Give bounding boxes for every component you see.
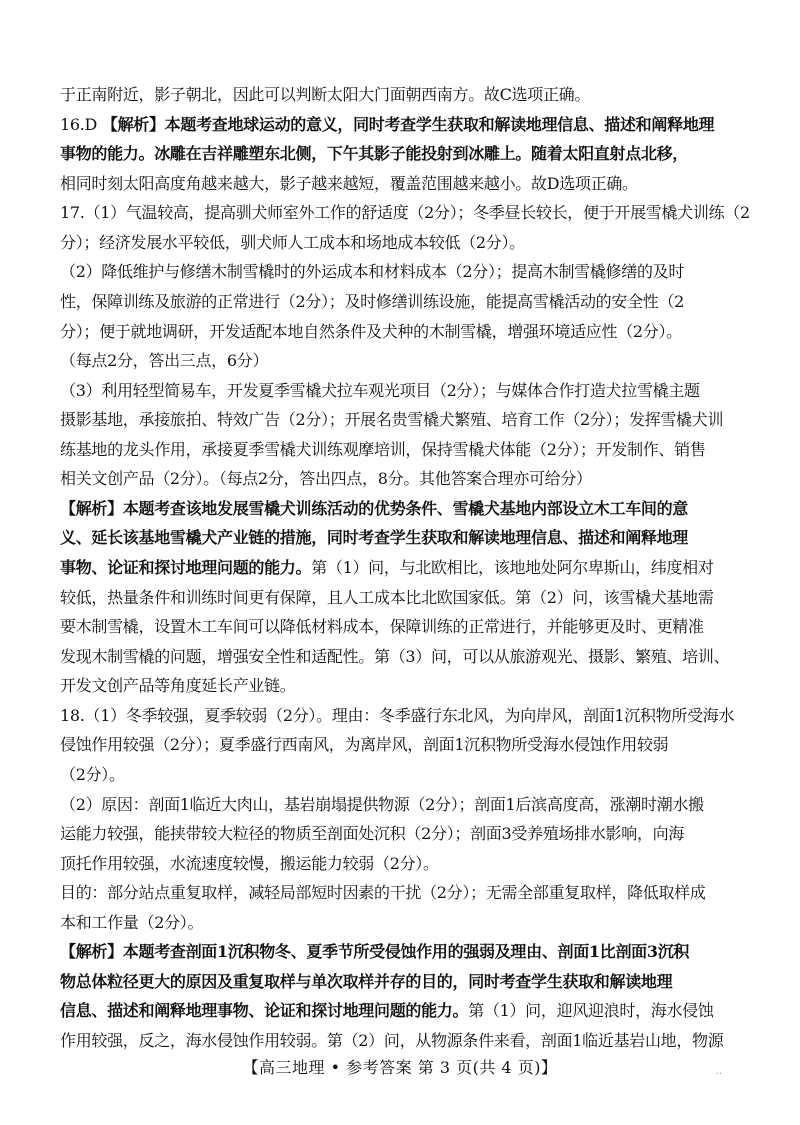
analysis-text: 第（1）问，迎风迎浪时，海水侵蚀	[468, 1001, 714, 1020]
text-line: 事物的能力。冰雕在吉祥雕塑东北侧，下午其影子能投射到冰雕上。随着太阳直射点北移，	[60, 144, 689, 163]
text-line: 性，保障训练及旅游的正常进行（2分）；及时修缮训练设施，能提高雪橇活动的安全性（2	[60, 292, 685, 311]
q18-analysis-line: 物总体粒径更大的原因及重复取样与单次取样并存的目的，同时考查学生获取和解读地理	[60, 972, 673, 991]
text-line: 相关文创产品（2分）。（每点2分，答出四点，8分。其他答案合理亦可给分）	[60, 469, 592, 488]
text-line: 较低，热量条件和训练时间更有保障，且人工成本比北欧国家低。第（2）问，该雪橇犬基地需	[60, 588, 714, 607]
q16-analysis-bold: 【解析】本题考查地球运动的意义，同时考查学生获取和解读地理信息、描述和阐释地理	[101, 115, 715, 134]
text-line: 发现木制雪橇的问题，增强安全性和适配性。第（3）问，可以从旅游观光、摄影、繁殖、培训、	[60, 647, 730, 666]
text-line: 于正南附近，影子朝北，因此可以判断太阳大门面朝西南方。故C选项正确。	[60, 85, 591, 104]
analysis-bold: 事物、论证和探讨地理问题的能力。	[60, 558, 312, 577]
text-line: 运能力较强，能挟带较大粒径的物质至剖面处沉积（2分）；剖面3受养殖场排水影响，向海	[60, 824, 685, 843]
text-line: （每点2分，答出三点，6分）	[60, 351, 269, 370]
q17-analysis-line: 义、延长该基地雪橇犬产业链的措施，同时考查学生获取和解读地理信息、描述和阐释地理	[60, 528, 689, 547]
text-line: （2）降低维护与修缮木制雪橇时的外运成本和材料成本（2分）；提高木制雪橇修缮的及时	[60, 262, 685, 281]
text-line: （3）利用轻型简易车，开发夏季雪橇犬拉车观光项目（2分）；与媒体合作打造犬拉雪橇主题	[60, 381, 700, 400]
q17-analysis-line: 【解析】本题考查该地发展雪橇犬训练活动的优势条件、雪橇犬基地内部设立木工车间的意	[60, 499, 689, 518]
q18-analysis-line	[60, 1000, 756, 1022]
q16-answer: 16.D	[60, 115, 102, 134]
text-line: 目的：部分站点重复取样，减轻局部短时因素的干扰（2分）；无需全部重复取样，降低取样成	[60, 883, 706, 902]
q17-analysis-line	[60, 557, 756, 579]
q18-line: 18.（1）冬季较强，夏季较弱（2分）。理由：冬季盛行东北风，为向岸风，剖面1沉积物所受海水	[60, 706, 735, 725]
text-line: 开发文创产品等角度延长产业链。	[60, 676, 296, 695]
q16-heading-line	[60, 114, 756, 136]
text-line: 分）；便于就地调研，开发适配本地自然条件及犬种的木制雪橇，增强环境适应性（2分）。	[60, 322, 682, 341]
text-line: 本和工作量（2分）。	[60, 913, 204, 932]
q18-analysis-line: 【解析】本题考查剖面1沉积物冬、夏季节所受侵蚀作用的强弱及理由、剖面1比剖面3沉积	[60, 942, 690, 961]
text-line: 练基地的龙头作用，承接夏季雪橇犬训练观摩培训，保持雪橇犬体能（2分）；开发制作、销售	[60, 440, 706, 459]
text-line: 顶托作用较强，水流速度较慢，搬运能力较弱（2分）。	[60, 854, 439, 873]
analysis-text: 第（1）问，与北欧相比，该地地处阿尔卑斯山，纬度相对	[311, 558, 714, 577]
analysis-bold: 信息、描述和阐释地理事物、论证和探讨地理问题的能力。	[60, 1001, 469, 1020]
text-line: 分）；经济发展水平较低，驯犬师人工成本和场地成本较低（2分）。	[60, 233, 525, 252]
text-line: 相同时刻太阳高度角越来越大，影子越来越短，覆盖范围越来越小。故D选项正确。	[60, 174, 638, 193]
page-footer: 【高三地理 • 参考答案 第 3 页(共 4 页)】	[242, 1058, 558, 1077]
text-line: 摄影基地，承接旅拍、特效广告（2分）；开展名贵雪橇犬繁殖、培育工作（2分）；发挥雪橇犬训	[60, 410, 724, 429]
text-line: 要木制雪橇，设置木工车间可以降低材料成本，保障训练的正常进行，并能够更及时、更精准	[60, 617, 704, 636]
q17-line: 17.（1）气温较高，提高驯犬师室外工作的舒适度（2分）；冬季昼长较长，便于开展雪橇犬训练（2	[60, 203, 750, 222]
corner-mark: ..	[715, 1066, 722, 1077]
text-line: （2）原因：剖面1临近大肉山，基岩崩塌提供物源（2分）；剖面1后滨高度高，涨潮时潮水搬	[60, 795, 704, 814]
text-line: （2分）。	[60, 765, 125, 784]
text-line: 作用较强，反之，海水侵蚀作用较弱。第（2）问，从物源条件来看，剖面1临近基岩山地，物源	[60, 1031, 724, 1050]
text-line: 侵蚀作用较强（2分）；夏季盛行西南风，为离岸风，剖面1沉积物所受海水侵蚀作用较弱	[60, 735, 669, 754]
